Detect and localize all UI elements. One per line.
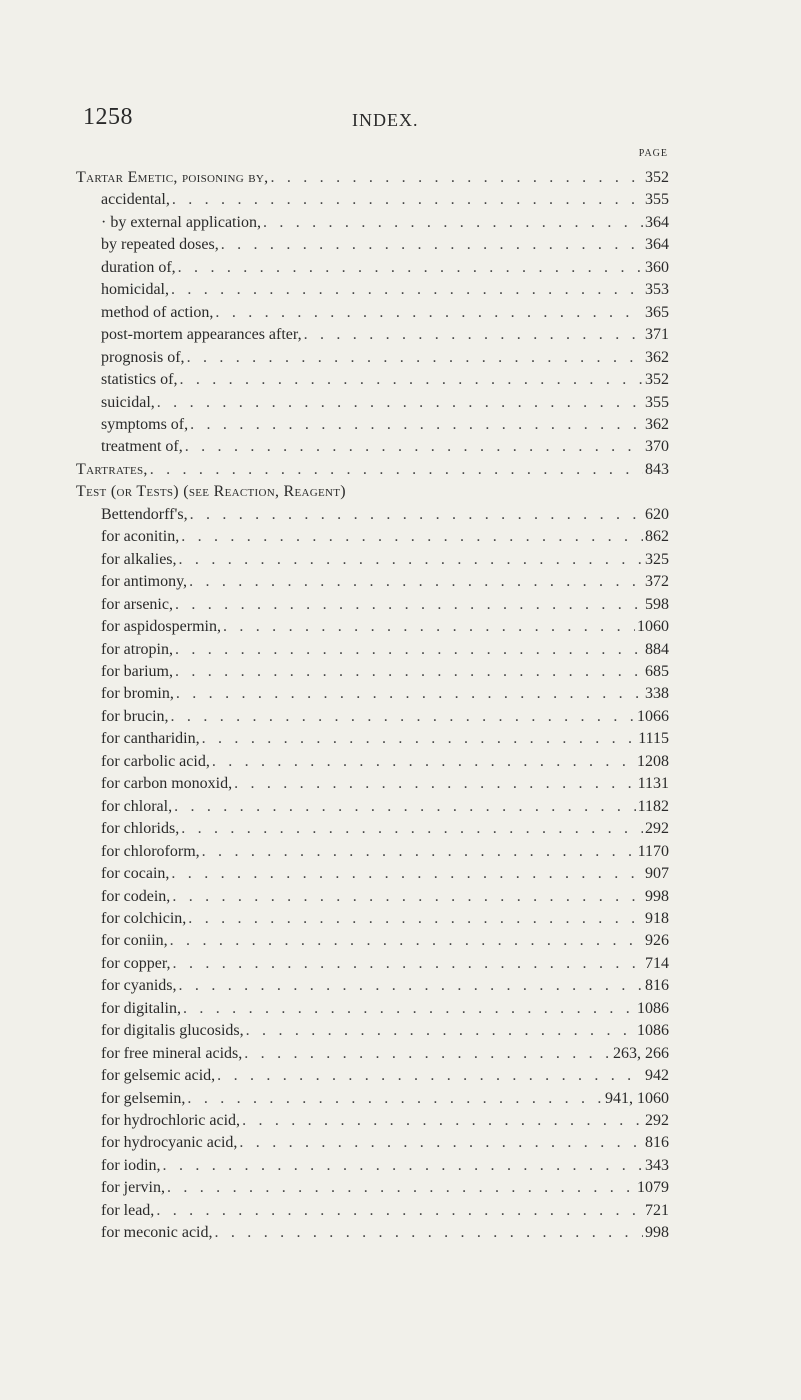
index-entry-term: for coniin, (101, 932, 168, 950)
dot-leader (171, 863, 643, 885)
index-entry-term: Tartar Emetic, poisoning by, (76, 169, 269, 186)
dot-leader (215, 302, 643, 324)
index-entry-term: for chloral, (101, 797, 173, 815)
index-entry-term: for meconic acid, (101, 1224, 213, 1242)
index-entry-term: for hydrocyanic acid, (101, 1134, 238, 1152)
index-entry-page: 998 (645, 1224, 669, 1242)
index-entry (76, 1200, 669, 1222)
dot-leader (239, 1132, 643, 1154)
index-entry-term: for alkalies, (101, 550, 177, 568)
dot-leader (183, 998, 635, 1020)
dot-leader (234, 773, 636, 795)
index-entry-page: 355 (645, 191, 669, 209)
dot-leader (202, 728, 637, 750)
index-entry-page: 338 (645, 685, 669, 703)
index-entry-term: by repeated doses, (101, 236, 219, 254)
index-entry (76, 594, 669, 616)
index-entry-term: method of action, (101, 303, 214, 321)
index-entry-page: 371 (645, 326, 669, 344)
index-entry (76, 392, 669, 414)
index-entry (76, 930, 669, 952)
index-entry-page: 364 (645, 213, 669, 231)
index-entry (76, 863, 669, 885)
index-entry-page: 816 (645, 977, 669, 995)
dot-leader (190, 504, 643, 526)
index-entry (76, 1065, 669, 1087)
index-entry (76, 436, 669, 458)
index-entry-term: for aspidospermin, (101, 618, 221, 636)
index-entry-term: for atropin, (101, 640, 173, 658)
index-entry-term: for digitalis glucosids, (101, 1022, 244, 1040)
dot-leader (171, 706, 635, 728)
index-entry (76, 459, 669, 481)
index-entry-term: for codein, (101, 887, 171, 905)
index-entry-term: for aconitin, (101, 528, 180, 546)
index-entry (76, 661, 669, 683)
index-entry-page: 862 (645, 528, 669, 546)
index-entry-page: 714 (645, 954, 669, 972)
index-entry-term: for chlorids, (101, 820, 180, 838)
dot-leader (179, 369, 643, 391)
dot-leader (167, 1177, 635, 1199)
index-entry-page: 370 (645, 438, 669, 456)
index-entry-page: 362 (645, 348, 669, 366)
index-entry (76, 751, 669, 773)
index-entry-page: 372 (645, 573, 669, 591)
index-entry-list (76, 167, 669, 1245)
dot-leader (187, 347, 643, 369)
index-entry (76, 1043, 669, 1065)
index-entry (76, 728, 669, 750)
index-entry-term: post-mortem appearances after, (101, 326, 302, 344)
dot-leader (175, 594, 643, 616)
dot-leader (185, 436, 643, 458)
index-entry (76, 526, 669, 548)
index-entry-page: 942 (645, 1067, 669, 1085)
index-entry-page: 353 (645, 281, 669, 299)
index-entry-page: 360 (645, 258, 669, 276)
dot-leader (174, 796, 636, 818)
index-entry-term: prognosis of, (101, 348, 185, 366)
index-entry-term: for brucin, (101, 707, 169, 725)
dot-leader (163, 1155, 643, 1177)
dot-leader (181, 526, 643, 548)
index-entry-term: duration of, (101, 258, 176, 276)
index-entry-term: for carbolic acid, (101, 752, 210, 770)
index-entry (76, 953, 669, 975)
index-entry (76, 886, 669, 908)
index-entry (76, 1222, 669, 1244)
index-entry (76, 1110, 669, 1132)
index-entry (76, 616, 669, 638)
index-entry-page: 941, 1060 (605, 1089, 669, 1107)
index-entry-term: for chloroform, (101, 842, 200, 860)
index-entry-term: for antimony, (101, 573, 188, 591)
index-entry-page: 343 (645, 1156, 669, 1174)
dot-leader (175, 639, 643, 661)
index-entry (76, 975, 669, 997)
index-entry-term: for carbon monoxid, (101, 775, 233, 793)
index-entry-page: 685 (645, 662, 669, 680)
index-entry-page: 884 (645, 640, 669, 658)
dot-leader (156, 1200, 643, 1222)
dot-leader (150, 459, 643, 481)
index-entry (76, 571, 669, 593)
dot-leader (304, 324, 643, 346)
index-entry (76, 1088, 669, 1110)
dot-leader (175, 661, 643, 683)
index-entry (76, 212, 669, 234)
index-entry-term: for colchicin, (101, 909, 187, 927)
index-entry (76, 167, 669, 189)
index-entry (76, 796, 669, 818)
dot-leader (179, 549, 643, 571)
index-entry-page: 843 (645, 460, 669, 478)
index-entry-term: for gelsemic acid, (101, 1067, 216, 1085)
index-entry-page: 263, 266 (613, 1044, 669, 1062)
index-entry-page: 1060 (637, 618, 669, 636)
dot-leader (270, 167, 643, 189)
index-entry-term: for barium, (101, 662, 173, 680)
index-entry (76, 234, 669, 256)
index-entry-page: 1182 (637, 797, 669, 815)
index-entry-page: 352 (645, 169, 669, 186)
dot-leader (242, 1110, 643, 1132)
index-entry-term: Bettendorff's, (101, 505, 188, 523)
index-entry-term: Tartrates, (76, 460, 148, 478)
running-head: INDEX. (352, 110, 419, 130)
index-entry (76, 639, 669, 661)
index-entry-page: 721 (645, 1201, 669, 1219)
index-entry-page: 1079 (637, 1179, 669, 1197)
index-entry (76, 189, 669, 211)
index-entry-term: Test (or Tests) (see Reaction, Reagent) (76, 483, 346, 501)
index-entry (76, 481, 669, 503)
index-entry-page: 1131 (637, 775, 669, 793)
index-entry (76, 347, 669, 369)
index-entry (76, 369, 669, 391)
index-entry-term: for cyanids, (101, 977, 177, 995)
dot-leader (263, 212, 643, 234)
dot-leader (246, 1020, 635, 1042)
index-entry-page: 292 (645, 820, 669, 838)
dot-leader (173, 953, 643, 975)
index-entry-term: · by external application, (101, 213, 261, 231)
index-entry (76, 683, 669, 705)
index-entry (76, 1132, 669, 1154)
index-entry-page: 1086 (637, 999, 669, 1017)
dot-leader (171, 279, 643, 301)
index-entry (76, 908, 669, 930)
index-entry-page: 1170 (637, 842, 669, 860)
index-entry-page: 907 (645, 865, 669, 883)
index-entry-term: statistics of, (101, 371, 178, 389)
index-entry (76, 257, 669, 279)
dot-leader (217, 1065, 643, 1087)
index-entry (76, 504, 669, 526)
index-entry-term: for bromin, (101, 685, 174, 703)
index-entry-page: 1066 (637, 707, 669, 725)
index-entry-term: for iodin, (101, 1156, 161, 1174)
index-entry-term: for digitalin, (101, 999, 181, 1017)
index-entry (76, 1177, 669, 1199)
index-entry-term: for hydrochloric acid, (101, 1112, 241, 1130)
index-entry-page: 598 (645, 595, 669, 613)
dot-leader (189, 571, 643, 593)
dot-leader (157, 392, 643, 414)
dot-leader (215, 1222, 644, 1244)
index-entry-page: 1115 (638, 730, 669, 748)
index-entry-term: for cantharidin, (101, 730, 200, 748)
dot-leader (187, 1088, 603, 1110)
index-entry (76, 841, 669, 863)
index-entry-page: 1086 (637, 1022, 669, 1040)
index-entry (76, 549, 669, 571)
index-entry-page: 352 (645, 371, 669, 389)
dot-leader (223, 616, 635, 638)
index-entry-page: 816 (645, 1134, 669, 1152)
dot-leader (212, 751, 635, 773)
index-entry-term: homicidal, (101, 281, 169, 299)
index-entry-page: 365 (645, 303, 669, 321)
index-entry-page: 292 (645, 1112, 669, 1130)
index-entry-term: for copper, (101, 954, 171, 972)
index-entry-page: 620 (645, 505, 669, 523)
dot-leader (172, 886, 643, 908)
index-entry (76, 324, 669, 346)
dot-leader (244, 1043, 611, 1065)
dot-leader (179, 975, 643, 997)
page-column-label: PAGE (638, 148, 668, 159)
index-entry-page: 355 (645, 393, 669, 411)
index-entry-page: 325 (645, 550, 669, 568)
index-entry-term: accidental, (101, 191, 170, 209)
index-entry (76, 818, 669, 840)
index-entry-page: 364 (645, 236, 669, 254)
dot-leader (190, 414, 643, 436)
page-number: 1258 (83, 104, 133, 130)
index-entry-term: for gelsemin, (101, 1089, 186, 1107)
index-entry-page: 998 (645, 887, 669, 905)
index-entry-term: suicidal, (101, 393, 155, 411)
index-entry-page: 926 (645, 932, 669, 950)
index-entry (76, 706, 669, 728)
index-entry (76, 998, 669, 1020)
dot-leader (176, 683, 643, 705)
dot-leader (178, 257, 643, 279)
index-entry-term: treatment of, (101, 438, 183, 456)
index-entry (76, 302, 669, 324)
index-entry-term: for jervin, (101, 1179, 165, 1197)
index-entry-page: 1208 (637, 752, 669, 770)
index-entry-term: for lead, (101, 1201, 155, 1219)
index-entry (76, 279, 669, 301)
index-entry (76, 1020, 669, 1042)
dot-leader (170, 930, 643, 952)
index-entry-term: for arsenic, (101, 595, 173, 613)
index-entry-page: 362 (645, 415, 669, 433)
dot-leader (181, 818, 643, 840)
index-entry-page: 918 (645, 909, 669, 927)
dot-leader (221, 234, 643, 256)
index-entry-term: for cocain, (101, 865, 170, 883)
index-entry (76, 773, 669, 795)
index-entry-term: for free mineral acids, (101, 1044, 243, 1062)
index-entry (76, 1155, 669, 1177)
dot-leader (188, 908, 643, 930)
dot-leader (172, 189, 643, 211)
index-entry-term: symptoms of, (101, 415, 189, 433)
dot-leader (202, 841, 636, 863)
index-entry (76, 414, 669, 436)
